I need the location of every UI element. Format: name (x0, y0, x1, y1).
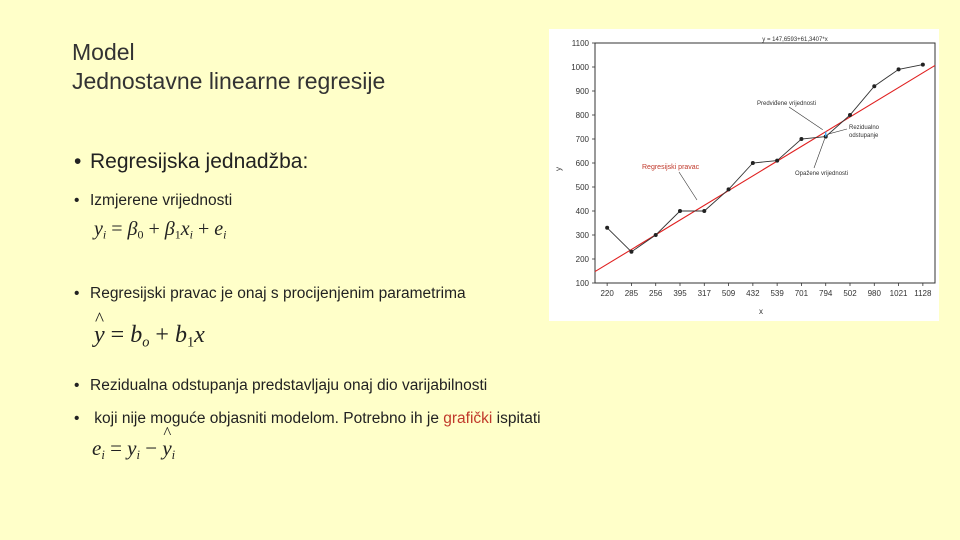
y-tick-label: 500 (575, 183, 589, 192)
x-tick-label: 395 (673, 289, 687, 298)
var-x: x (194, 322, 205, 348)
chart-svg (549, 29, 939, 321)
bullet-glyph: • (74, 410, 80, 427)
var-y-hat: ^ y (94, 322, 105, 349)
data-point (654, 233, 658, 237)
annotation-predicted: Predviđene vrijednosti (757, 101, 817, 107)
bullet-text: Izmjerene vrijednosti (90, 192, 233, 209)
annotation-residual-1: Rezidualno (849, 125, 880, 131)
annotation-line: Regresijski pravac (642, 164, 700, 171)
slide-title (72, 38, 385, 96)
bullet-glyph: • (74, 150, 82, 173)
bullet-text: koji nije moguće objasniti modelom. Potrebno ih je (90, 410, 444, 427)
y-axis-label: y (554, 167, 563, 171)
op-plus: + (149, 322, 175, 348)
bullet-text-end: ispitati (492, 410, 541, 427)
formula-residual (92, 436, 175, 463)
op-plus: + (192, 218, 215, 240)
bullet-text: Regresijska jednadžba: (90, 150, 309, 173)
bullet-residuals-2 (74, 410, 541, 428)
data-point (872, 84, 876, 88)
bullet-measured-values (74, 192, 232, 210)
x-tick-label: 285 (624, 289, 639, 298)
bullet-glyph: • (74, 377, 80, 394)
bullet-glyph: • (74, 285, 80, 302)
annotation-residual-arrow (828, 129, 847, 134)
data-point (799, 137, 803, 141)
var-y: y (94, 218, 103, 240)
x-tick-label: 509 (721, 289, 736, 298)
data-point (702, 209, 706, 213)
sub-i: i (102, 227, 107, 242)
sub-i: i (171, 447, 176, 462)
regression-chart (549, 29, 939, 321)
bullet-residuals-1 (74, 377, 487, 395)
title-line-2: Jednostavne linearne regresije (72, 68, 386, 94)
op-equals: = (104, 436, 128, 460)
var-x: x (180, 218, 190, 240)
bullet-text: Regresijski pravac je onaj s procijenjenim parametrima (90, 285, 466, 302)
y-tick-label: 1000 (571, 63, 589, 72)
y-tick-label: 1100 (571, 39, 589, 48)
x-tick-label: 794 (819, 289, 833, 298)
var-b1: b (174, 322, 187, 348)
x-tick-label: 256 (649, 289, 663, 298)
x-tick-label: 502 (843, 289, 857, 298)
op-equals: = (104, 322, 131, 348)
sub-1: 1 (174, 227, 181, 242)
data-point (629, 250, 633, 254)
data-point (775, 159, 779, 163)
data-point (848, 113, 852, 117)
x-tick-label: 701 (794, 289, 809, 298)
y-tick-label: 200 (575, 255, 589, 264)
y-tick-label: 800 (575, 111, 589, 120)
var-y-hat: ^ y (162, 436, 171, 461)
formula-model (94, 218, 226, 243)
data-point (678, 209, 682, 213)
x-tick-label: 1128 (914, 289, 932, 298)
x-tick-label: 1021 (889, 289, 908, 298)
x-tick-label: 539 (770, 289, 784, 298)
annotation-line-arrow (679, 172, 697, 200)
annotation-predicted-arrow (789, 107, 823, 130)
x-axis-label: x (759, 307, 763, 316)
y-tick-label: 600 (575, 159, 589, 168)
chart-title: y = 147,6593+61,3407*x (762, 37, 828, 43)
annotation-residual-2: odstupanje (849, 133, 879, 139)
annotation-observed: Opažene vrijednosti (795, 171, 849, 177)
bullet-glyph: • (74, 192, 80, 209)
sub-0: 0 (137, 227, 144, 242)
var-beta1: β (164, 218, 175, 240)
var-beta0: β (127, 218, 138, 240)
highlight-graphically: grafički (443, 410, 493, 427)
sub-i: i (223, 227, 227, 242)
op-plus: + (143, 218, 165, 240)
data-point (921, 63, 925, 67)
x-tick-label: 220 (600, 289, 614, 298)
var-b: b (130, 322, 143, 348)
y-tick-label: 400 (575, 207, 589, 216)
sub-1: 1 (186, 334, 195, 351)
bullet-regression-equation (74, 150, 308, 174)
data-point (727, 187, 731, 191)
data-point (897, 67, 901, 71)
x-tick-label: 432 (746, 289, 760, 298)
y-tick-label: 900 (575, 87, 589, 96)
var-e: e (214, 218, 224, 240)
x-tick-label: 980 (867, 289, 881, 298)
y-tick-label: 300 (575, 231, 589, 240)
y-tick-label: 700 (575, 135, 589, 144)
sub-o: o (142, 334, 150, 351)
bullet-text: Rezidualna odstupanja predstavljaju onaj dio varijabilnosti (90, 377, 488, 394)
var-e: e (92, 436, 102, 460)
y-tick-label: 100 (575, 279, 589, 288)
op-minus: − (140, 436, 163, 460)
sub-i: i (189, 227, 193, 242)
x-tick-label: 317 (697, 289, 711, 298)
bullet-regression-line (74, 285, 466, 303)
title-line-1: Model (72, 39, 135, 65)
formula-estimated (94, 322, 205, 351)
sub-i: i (136, 447, 140, 462)
op-equals: = (106, 218, 128, 240)
var-y: y (127, 436, 137, 460)
data-point (751, 161, 755, 165)
annotation-observed-arrow (814, 139, 825, 168)
data-point (605, 226, 609, 230)
series-line (607, 65, 923, 252)
sub-i: i (101, 447, 105, 462)
